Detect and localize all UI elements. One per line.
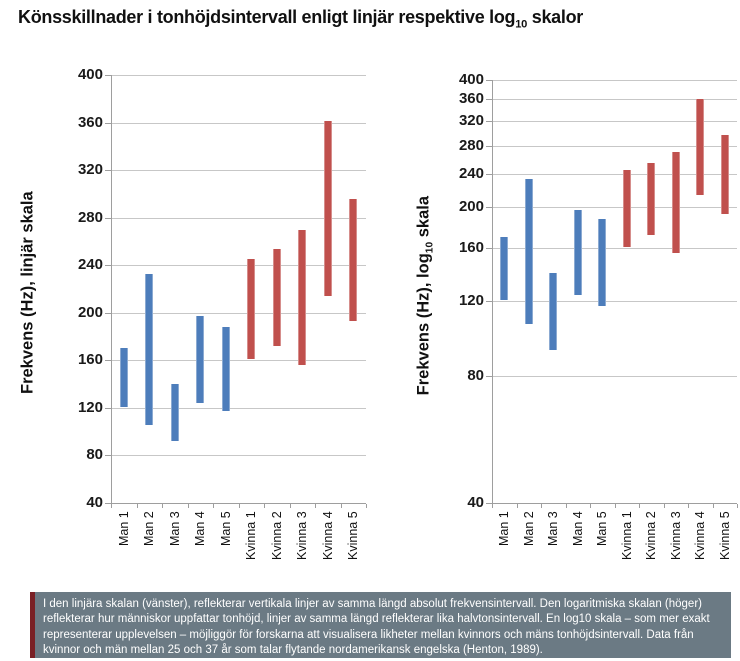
gridline bbox=[492, 80, 737, 81]
x-tick-label: Man 3 bbox=[167, 511, 182, 546]
x-tick-label: Kvinna 4 bbox=[320, 511, 335, 560]
caption-box bbox=[30, 592, 731, 658]
y-tick-label: 40 bbox=[86, 494, 103, 511]
y-tick-label: 320 bbox=[458, 111, 484, 129]
x-tick-mark bbox=[590, 504, 591, 508]
y-tick-label: 400 bbox=[458, 71, 484, 88]
y-axis-title-linear-text: Frekvens (Hz), linjär skala bbox=[18, 191, 37, 394]
range-bar-man-4 bbox=[574, 210, 582, 295]
y-tick-label: 360 bbox=[458, 90, 484, 108]
figure-title-suffix: skalor bbox=[527, 7, 583, 27]
x-tick-label: Kvinna 1 bbox=[244, 511, 259, 560]
y-tick-label: 80 bbox=[86, 446, 103, 464]
y-tick-label: 280 bbox=[77, 208, 103, 226]
y-tick-label: 160 bbox=[458, 239, 484, 257]
y-tick-label: 240 bbox=[77, 256, 103, 274]
x-tick-label: Kvinna 5 bbox=[346, 511, 361, 560]
y-axis-line bbox=[492, 80, 493, 507]
x-tick-label: Man 5 bbox=[595, 511, 610, 546]
range-bar-kvinna-3 bbox=[672, 152, 680, 253]
caption-text: I den linjära skalan (vänster), reflekterar vertikala linjer av samma längd absolut frekvensintervall. Den logaritmiska skalan (höger) reflekterar hur människor uppfattar tonhöjd, linjer av samma längd reflekterar lika halvtonsintervall. En log10 skala – som mer exakt representerar upplevelsen – möjliggör för forskarna att visualisera likheter mellan kvinnors och mäns tonhöjdsintervall. Data från kvinnor och män mellan 25 och 37 år som talar flytande nordamerikansk engelska (Henton, 1989). bbox=[43, 598, 710, 656]
x-tick-label: Man 2 bbox=[142, 511, 157, 546]
y-tick-label: 120 bbox=[458, 292, 484, 310]
y-axis-title-log-subscript: 10 bbox=[424, 241, 436, 254]
x-tick-label: Kvinna 2 bbox=[269, 511, 284, 560]
x-tick-mark bbox=[688, 504, 689, 508]
x-tick-label: Man 4 bbox=[193, 511, 208, 546]
x-tick-label: Man 1 bbox=[497, 511, 512, 546]
range-bar-man-1 bbox=[500, 237, 508, 299]
y-tick-label: 120 bbox=[77, 398, 103, 416]
x-tick-mark bbox=[639, 504, 640, 508]
gridline bbox=[492, 376, 737, 377]
x-tick-label: Man 4 bbox=[570, 511, 585, 546]
x-tick-label: Man 3 bbox=[546, 511, 561, 546]
x-tick-label: Kvinna 1 bbox=[619, 511, 634, 560]
x-tick-label: Man 1 bbox=[116, 511, 131, 546]
x-tick-mark bbox=[541, 504, 542, 508]
x-tick-label: Man 2 bbox=[521, 511, 536, 546]
y-axis-title-log-suffix: skala bbox=[414, 195, 433, 242]
range-bar-kvinna-1 bbox=[623, 170, 631, 247]
x-tick-label: Kvinna 2 bbox=[644, 511, 659, 560]
x-tick-mark bbox=[517, 504, 518, 508]
x-tick-mark bbox=[566, 504, 567, 508]
x-tick-mark bbox=[492, 504, 493, 508]
x-tick-mark bbox=[615, 504, 616, 508]
range-bar-kvinna-4 bbox=[696, 99, 704, 195]
x-tick-label: Kvinna 5 bbox=[717, 511, 732, 560]
range-bar-kvinna-2 bbox=[647, 163, 655, 235]
range-bar-man-2 bbox=[525, 179, 533, 324]
y-tick-label: 200 bbox=[458, 198, 484, 216]
range-bar-man-3 bbox=[549, 273, 557, 350]
y-tick-label: 280 bbox=[458, 136, 484, 154]
x-tick-label: Kvinna 3 bbox=[295, 511, 310, 560]
y-tick-label: 80 bbox=[467, 366, 484, 384]
range-bar-kvinna-5 bbox=[721, 135, 729, 214]
y-tick-label: 320 bbox=[77, 161, 103, 179]
x-tick-label: Man 5 bbox=[218, 511, 233, 546]
x-tick-label: Kvinna 3 bbox=[668, 511, 683, 560]
range-bar-man-5 bbox=[598, 219, 606, 306]
figure-title-subscript: 10 bbox=[515, 18, 528, 31]
y-tick-label: 40 bbox=[467, 494, 484, 511]
x-tick-label: Kvinna 4 bbox=[693, 511, 708, 560]
x-tick-mark bbox=[713, 504, 714, 508]
x-tick-mark bbox=[664, 504, 665, 508]
y-axis-title-log-text: Frekvens (Hz), log bbox=[414, 253, 433, 396]
y-tick-label: 240 bbox=[458, 164, 484, 182]
y-tick-label: 360 bbox=[77, 113, 103, 131]
x-tick-mark bbox=[737, 504, 738, 508]
y-tick-label: 200 bbox=[77, 303, 103, 321]
y-tick-label: 400 bbox=[77, 66, 103, 83]
y-tick-label: 160 bbox=[77, 351, 103, 369]
figure-title-text: Könsskillnader i tonhöjdsintervall enligt linjär respektive log bbox=[18, 7, 516, 27]
